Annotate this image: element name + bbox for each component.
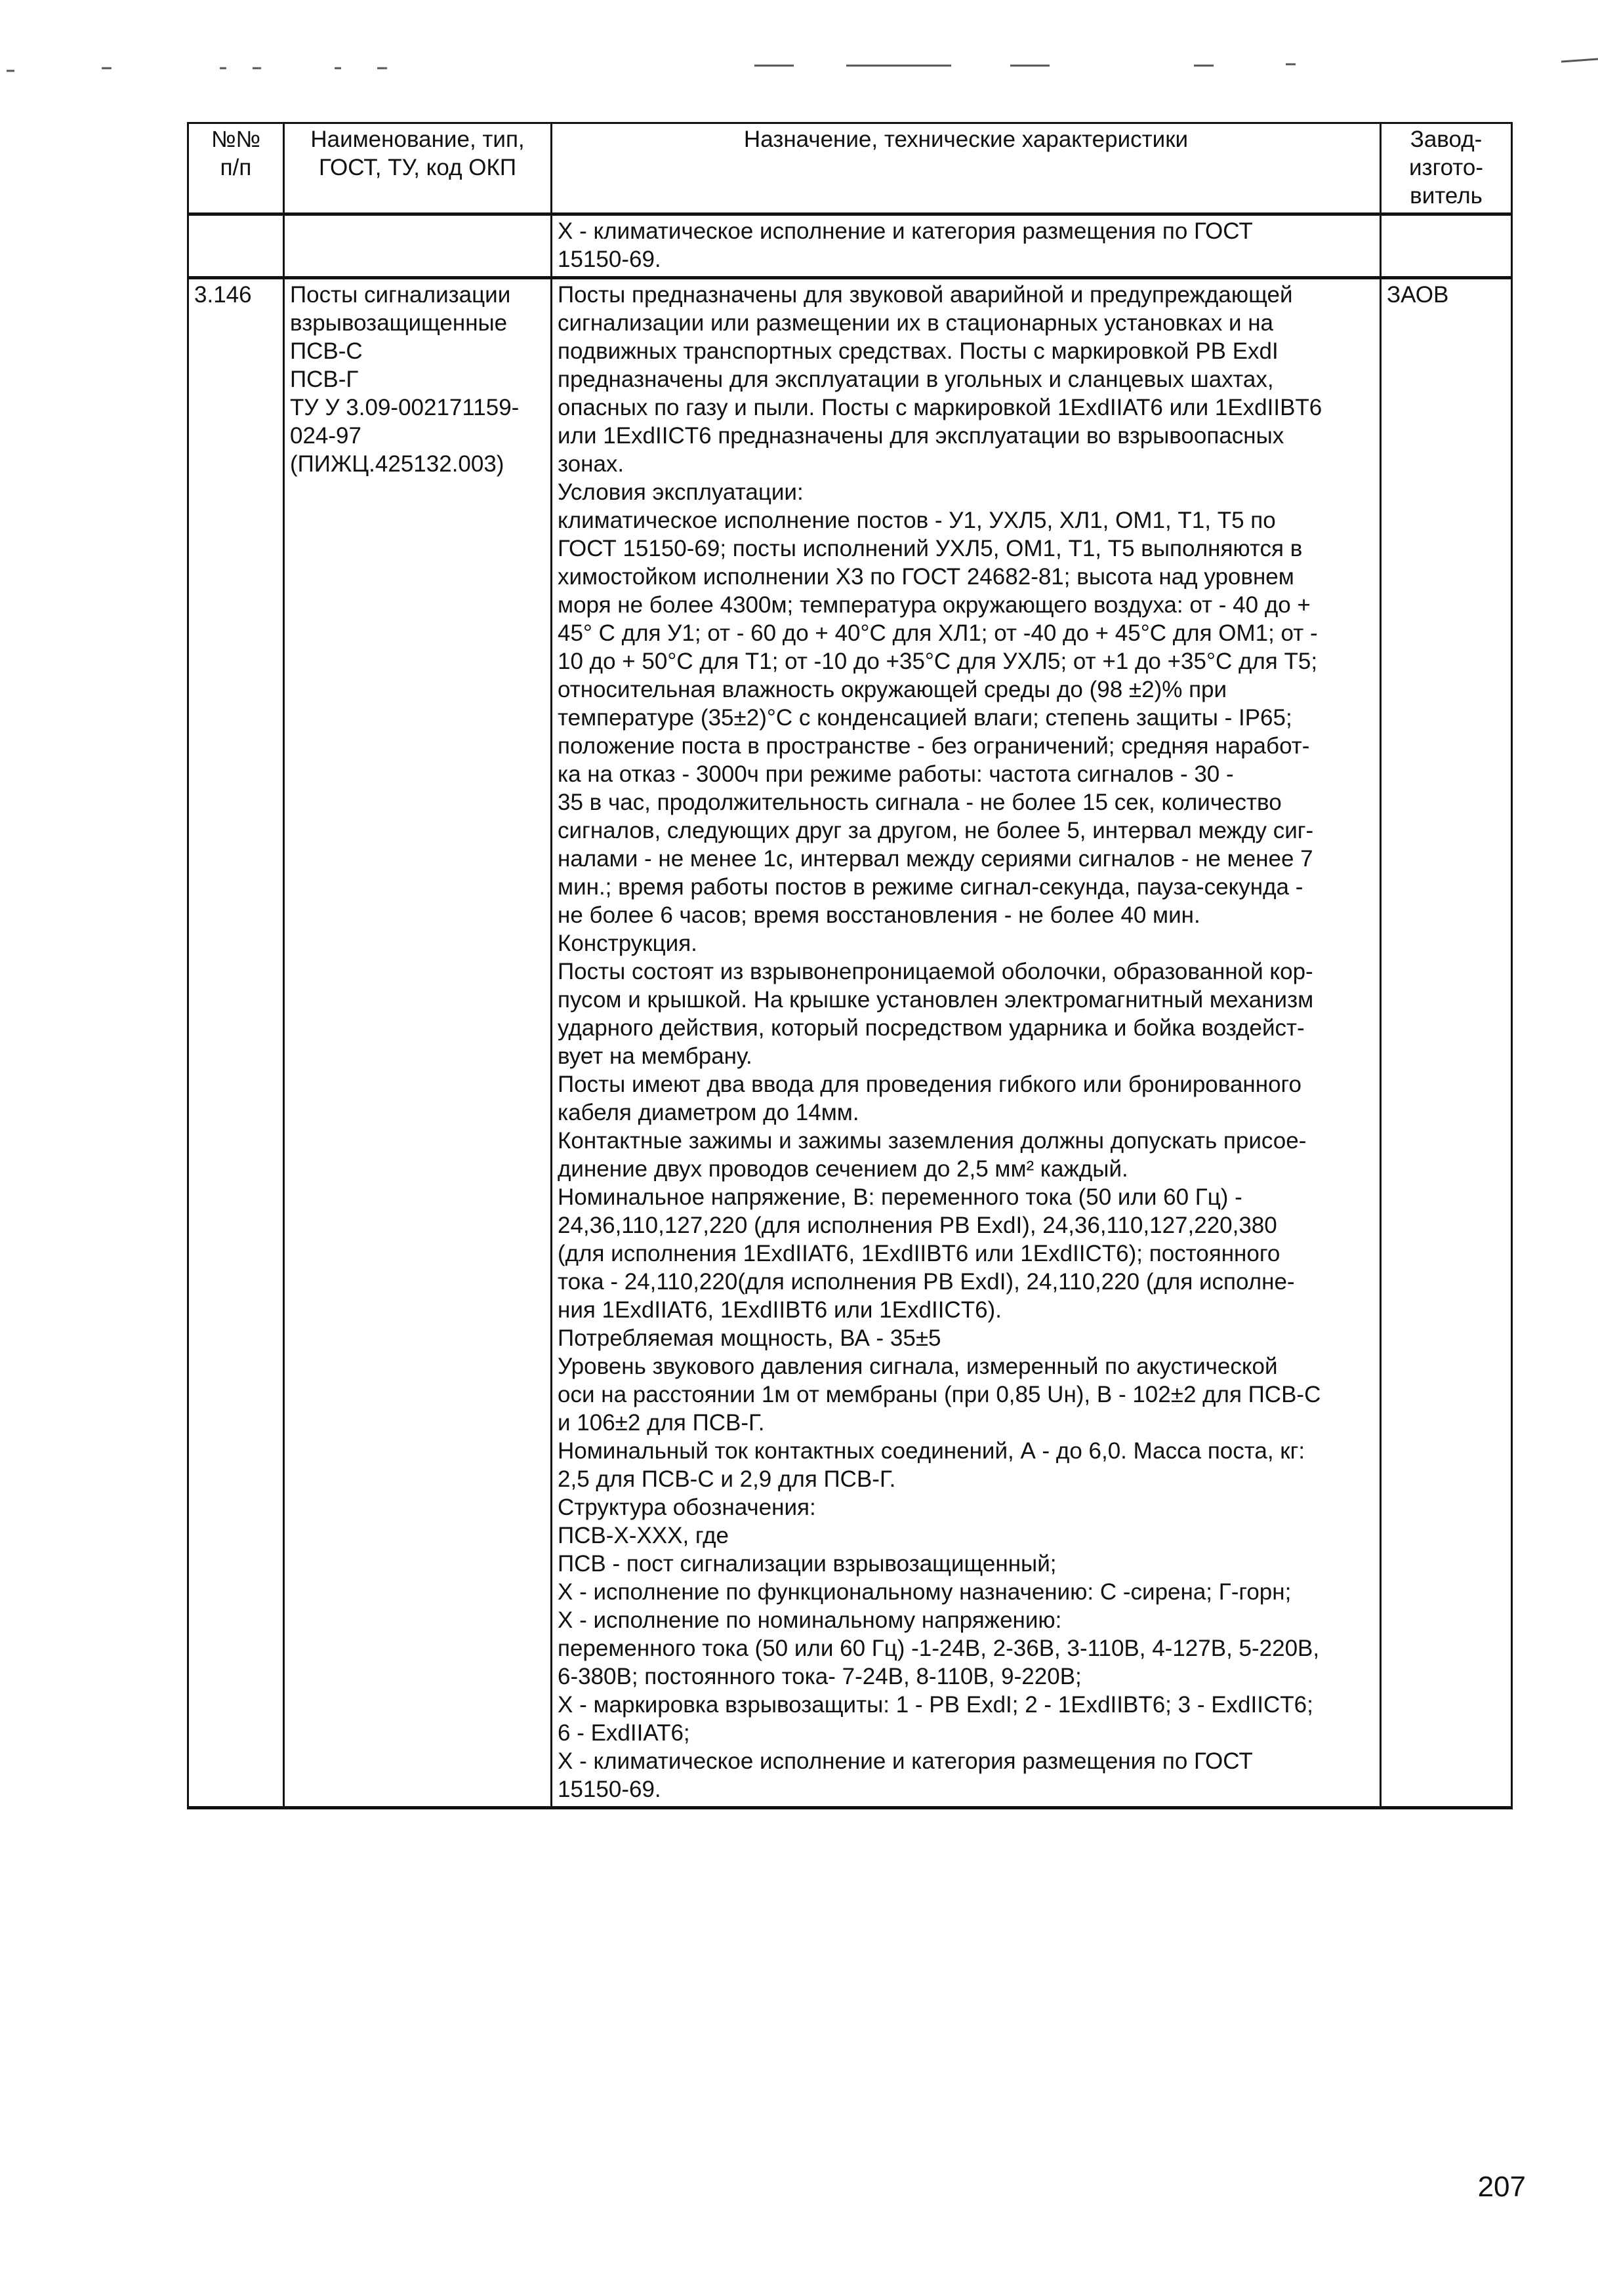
text-line: тока - 24,110,220(для исполнения РВ ExdI), 24,110,220 (для исполне- <box>558 1269 1295 1295</box>
text-line: температуре (35±2)°С с конденсацией влаги; степень защиты - IP65; <box>558 705 1292 731</box>
cell-name <box>284 214 552 278</box>
text-line: динение двух проводов сечением до 2,5 мм² каждый. <box>558 1156 1128 1182</box>
text-line: 6-380В; постоянного тока- 7-24В, 8-110В, 9-220В; <box>558 1664 1082 1689</box>
text-line: зонах. <box>558 451 625 477</box>
text-line: ПСВ-Х-ХХХ, где <box>558 1523 729 1548</box>
cell-name <box>284 278 552 1808</box>
scan-artifact-marks <box>0 0 1598 131</box>
text-line: Посты состоят из взрывонепроницаемой оболочки, образованной кор- <box>558 959 1313 984</box>
text-line: 45° С для У1; от - 60 до + 40°С для ХЛ1; от -40 до + 45°С для ОМ1; от - <box>558 620 1318 646</box>
text-line: (ПИЖЦ.425132.003) <box>290 451 504 477</box>
header-line: Назначение, технические характеристики <box>743 127 1189 152</box>
text-line: Х - исполнение по функциональному назначению: С -сирена; Г-горн; <box>558 1579 1292 1605</box>
text-line: 024-97 <box>290 423 361 449</box>
cell-manufacturer <box>1381 214 1512 278</box>
specification-table <box>187 122 1513 1809</box>
text-line: ния 1ExdIIAT6, 1ExdIIBT6 или 1ExdIICT6). <box>558 1297 1002 1323</box>
text-line: 2,5 для ПСВ-С и 2,9 для ПСВ-Г. <box>558 1466 896 1492</box>
text-line: предназначены для эксплуатации в угольных и сланцевых шахтах, <box>558 367 1274 392</box>
header-line: ГОСТ, ТУ, код ОКП <box>318 155 516 180</box>
header-purpose <box>552 123 1381 214</box>
text-line: Конструкция. <box>558 931 697 956</box>
header-line: п/п <box>220 155 252 180</box>
text-line: ПСВ-С <box>290 338 363 364</box>
header-line: Наименование, тип, <box>310 127 525 152</box>
cell-purpose <box>552 214 1381 278</box>
text-line: Х - климатическое исполнение и категория размещения по ГОСТ <box>558 1748 1253 1774</box>
header-line: Завод- <box>1410 127 1483 152</box>
text-line: Х - исполнение по номинальному напряжению: <box>558 1607 1062 1633</box>
text-line: ударного действия, который посредством ударника и бойка воздейст- <box>558 1015 1305 1041</box>
text-line: (для исполнения 1ExdIIAT6, 1ExdIIBT6 или 1ExdIICT6); постоянного <box>558 1241 1280 1266</box>
text-line: Потребляемая мощность, ВА - 35±5 <box>558 1325 941 1351</box>
text-line: взрывозащищенные <box>290 310 508 336</box>
text-line: ТУ У 3.09-002171159- <box>290 395 520 420</box>
text-line: Посты предназначены для звуковой аварийной и предупреждающей <box>558 282 1293 308</box>
text-line: ПСВ-Г <box>290 367 359 392</box>
text-line: мин.; время работы постов в режиме сигнал-секунда, пауза-секунда - <box>558 874 1303 900</box>
cell-purpose <box>552 278 1381 1808</box>
text-line: 35 в час, продолжительность сигнала - не более 15 сек, количество <box>558 790 1282 815</box>
cell-manufacturer: ЗАОВ <box>1381 278 1512 1808</box>
header-line: изгото- <box>1408 155 1484 180</box>
header-name <box>284 123 552 214</box>
text-line: не более 6 часов; время восстановления - не более 40 мин. <box>558 902 1200 928</box>
text-line: сигнализации или размещении их в стационарных установках и на <box>558 310 1274 336</box>
text-line: положение поста в пространстве - без ограничений; средняя наработ- <box>558 733 1310 759</box>
text-line: химостойком исполнении Х3 по ГОСТ 24682-81; высота над уровнем <box>558 564 1294 590</box>
text-line: Х - климатическое исполнение и категория размещения по ГОСТ <box>558 218 1253 244</box>
text-line: климатическое исполнение постов - У1, УХЛ5, ХЛ1, ОМ1, Т1, Т5 по <box>558 508 1276 533</box>
text-line: ГОСТ 15150-69; посты исполнений УХЛ5, ОМ1, Т1, Т5 выполняются в <box>558 536 1303 561</box>
text-line: Посты имеют два ввода для проведения гибкого или бронированного <box>558 1072 1302 1097</box>
text-line: налами - не менее 1с, интервал между сериями сигналов - не менее 7 <box>558 846 1313 872</box>
header-number <box>188 123 284 214</box>
text-line: Х - маркировка взрывозащиты: 1 - РВ ExdI; 2 - 1ExdIIBT6; 3 - ExdIICT6; <box>558 1692 1313 1718</box>
text-line: Номинальное напряжение, В: переменного тока (50 или 60 Гц) - <box>558 1184 1242 1210</box>
text-line: Условия эксплуатации: <box>558 479 804 505</box>
table-row-continuation <box>188 214 1512 278</box>
text-line: 6 - ExdIIAT6; <box>558 1720 690 1746</box>
text-line: Контактные зажимы и зажимы заземления должны допускать присое- <box>558 1128 1307 1154</box>
text-line: сигналов, следующих друг за другом, не более 5, интервал между сиг- <box>558 818 1314 843</box>
text-line: моря не более 4300м; температура окружающего воздуха: от - 40 до + <box>558 592 1311 618</box>
text-line: подвижных транспортных средствах. Посты с маркировкой РВ ExdI <box>558 338 1279 364</box>
text-line: 15150-69. <box>558 1777 661 1802</box>
header-line: витель <box>1410 183 1483 209</box>
text-line: опасных по газу и пыли. Посты с маркировкой 1ExdIIAT6 или 1ExdIIBT6 <box>558 395 1322 420</box>
text-line: переменного тока (50 или 60 Гц) -1-24В, 2-36В, 3-110В, 4-127В, 5-220В, <box>558 1636 1320 1661</box>
text-line: кабеля диаметром до 14мм. <box>558 1100 859 1125</box>
text-line: или 1ExdIICT6 предназначены для эксплуатации во взрывоопасных <box>558 423 1284 449</box>
text-line: и 106±2 для ПСВ-Г. <box>558 1410 765 1436</box>
text-line: 10 до + 50°С для Т1; от -10 до +35°С для УХЛ5; от +1 до +35°С для Т5; <box>558 649 1318 674</box>
header-manufacturer <box>1381 123 1512 214</box>
text-line: Посты сигнализации <box>290 282 511 308</box>
table-row-entry <box>188 278 1512 1808</box>
text-line: оси на расстоянии 1м от мембраны (при 0,85 Uн), В - 102±2 для ПСВ-С <box>558 1382 1321 1407</box>
text-line: ка на отказ - 3000ч при режиме работы: частота сигналов - 30 - <box>558 761 1234 787</box>
text-line: 15150-69. <box>558 247 661 272</box>
text-line: относительная влажность окружающей среды до (98 ±2)% при <box>558 677 1227 702</box>
text-line: Структура обозначения: <box>558 1495 816 1520</box>
table-header-row <box>188 123 1512 214</box>
cell-number: 3.146 <box>188 278 284 1808</box>
text-line: вует на мембрану. <box>558 1043 752 1069</box>
cell-number <box>188 214 284 278</box>
text-line: Уровень звукового давления сигнала, измеренный по акустической <box>558 1354 1278 1379</box>
text-line: 24,36,110,127,220 (для исполнения РВ ExdI), 24,36,110,127,220,380 <box>558 1213 1277 1238</box>
page-number: 207 <box>1477 2171 1526 2203</box>
text-line: ПСВ - пост сигнализации взрывозащищенный; <box>558 1551 1057 1577</box>
header-line: №№ <box>211 127 261 152</box>
text-line: пусом и крышкой. На крышке установлен электромагнитный механизм <box>558 987 1314 1013</box>
text-line: Номинальный ток контактных соединений, А - до 6,0. Масса поста, кг: <box>558 1438 1305 1464</box>
